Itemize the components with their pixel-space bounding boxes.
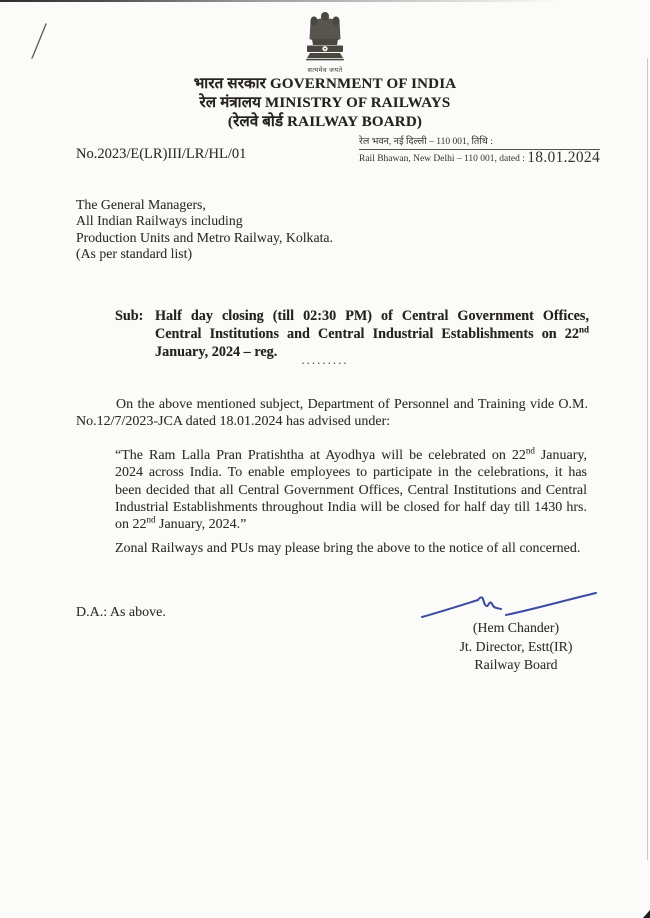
header-government-line	[0, 75, 650, 94]
body-paragraph-2: Zonal Railways and PUs may please bring the above to the notice of all concerned.	[115, 541, 581, 556]
emblem-of-india-icon	[303, 12, 347, 62]
government-english: GOVERNMENT OF INDIA	[269, 76, 457, 92]
signatory-name: (Hem Chander)	[472, 620, 560, 635]
header-board-line	[0, 113, 650, 132]
scan-right-edge-artifact	[647, 58, 648, 860]
separator-dots: .........	[301, 352, 349, 367]
ministry-hindi: रेल मंत्रालय	[199, 95, 262, 111]
body-paragraph-1: On the above mentioned subject, Department of Personnel and Training vide O.M. No.12/7/2023-JCA dated 18.01.2024 has advised under:	[76, 397, 588, 430]
subject-text-after: January, 2024 – reg.	[155, 344, 278, 360]
signatory-organization: Railway Board	[474, 657, 558, 672]
signatory-block	[438, 619, 594, 675]
board-hindi: (रेलवे बोर्ड	[227, 114, 284, 130]
reference-number: No.2023/E(LR)III/LR/HL/01	[76, 145, 247, 162]
subject-label: Sub:	[115, 308, 144, 324]
office-address-hindi: रेल भवन, नई दिल्ली – 110 001, तिथि :	[359, 136, 600, 150]
addressee-line: All Indian Railways including	[76, 213, 243, 229]
scan-corner-mark	[643, 910, 650, 918]
letterhead	[0, 12, 650, 132]
quote-part-1: “The Ram Lalla Pran Pratishtha at Ayodhya will be celebrated on 22	[115, 448, 526, 463]
subject-superscript: nd	[578, 324, 589, 335]
office-address-block	[359, 136, 600, 165]
reference-row	[76, 136, 600, 165]
letter-date: 18.01.2024	[527, 148, 600, 166]
addressee-line: Production Units and Metro Railway, Kolkata.	[76, 229, 333, 245]
addressee-line: (As per standard list)	[76, 245, 193, 261]
header-ministry-line	[0, 94, 650, 113]
quote-superscript-2: nd	[146, 514, 156, 525]
ministry-english: MINISTRY OF RAILWAYS	[264, 95, 451, 111]
government-hindi: भारत सरकार	[193, 76, 266, 92]
quote-superscript-1: nd	[525, 445, 535, 456]
addressee-block	[76, 197, 333, 262]
subject-text-before: Half day closing (till 02:30 PM) of Central Government Offices, Central Institutions and Central Industrial Establishments on 22	[155, 308, 589, 342]
quote-part-2: January, 2024 across India. To enable employees to participate in the celebrations, it has been decided that all Central Government Offices, Central Institutions and Central Industrial Establishments throughout India will be closed for half day till 1430 hrs. on 22	[115, 448, 587, 533]
quote-part-3: January, 2024.”	[155, 517, 247, 533]
office-address-english	[359, 150, 600, 165]
quoted-paragraph	[115, 447, 587, 533]
office-address-en-text: Rail Bhawan, New Delhi – 110 001, dated :	[359, 153, 525, 164]
signatory-designation: Jt. Director, Estt(IR)	[459, 638, 573, 654]
scan-top-edge-artifact	[0, 0, 560, 2]
board-english: RAILWAY BOARD)	[287, 114, 423, 130]
enclosure-note: D.A.: As above.	[76, 605, 166, 620]
signature-icon	[420, 587, 610, 623]
emblem-motto: सत्यमेव जयते	[307, 67, 343, 74]
addressee-line: The General Managers,	[76, 197, 206, 212]
